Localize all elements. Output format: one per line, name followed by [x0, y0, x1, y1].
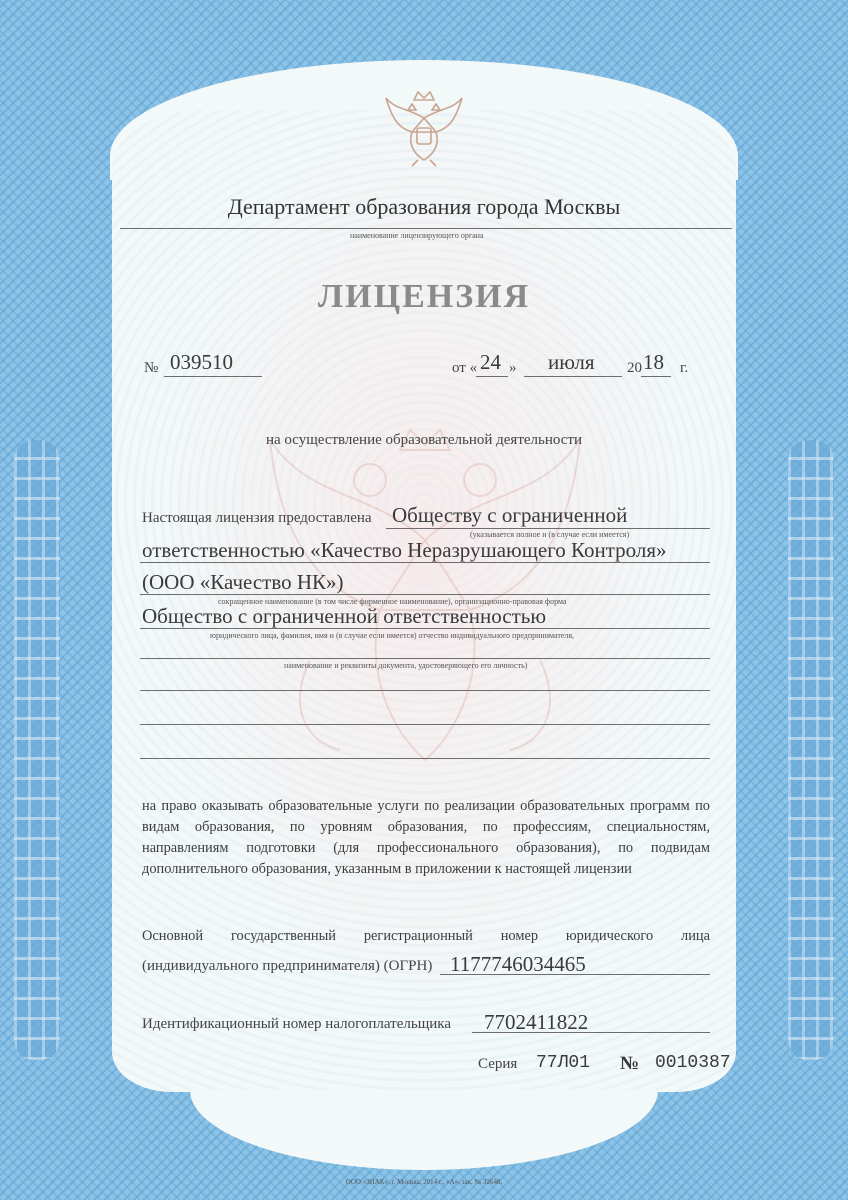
- legal-form-hint: юридического лица, фамилия, имя и (в случае если имеется) отчество индивидуального предпринимателя,: [210, 631, 575, 640]
- blank-line-2: [140, 690, 710, 691]
- licensee-line1: Обществу с ограниченной: [392, 503, 628, 527]
- ogrn-value: 1177746034465: [450, 952, 586, 976]
- blank-number-label: №: [620, 1053, 640, 1074]
- inn-underline: [472, 1032, 710, 1033]
- blank-number-value: 0010387: [655, 1053, 731, 1073]
- series-label: Серия: [478, 1056, 518, 1072]
- coat-of-arms-emblem: [378, 88, 470, 168]
- activity-description: на осуществление образовательной деятельности: [265, 432, 583, 448]
- licensee-line4-underline: [140, 628, 710, 629]
- date-year-label: г.: [680, 360, 689, 376]
- date-year-prefix: 20: [627, 360, 642, 376]
- licensee-line2-underline: [140, 562, 710, 563]
- license-scope-text: на право оказывать образовательные услуги по реализации образовательных программ по видам образования, по уровням образования, по профессиям, специальностям, направлениям подготовки (для профессионального образования), по подвидам дополнительного образования, указанным в приложении к настоящей лицензии: [142, 798, 710, 877]
- blank-line-4: [140, 758, 710, 759]
- inn-value: 7702411822: [484, 1010, 589, 1034]
- date-from-label: от «: [452, 360, 478, 376]
- licensing-authority: Департамент образования города Москвы: [227, 194, 621, 219]
- printer-footer: ООО «ЗНАК», г. Москва, 2014 г., «А», зак. № 32648.: [345, 1178, 503, 1186]
- license-number: 039510: [170, 350, 233, 374]
- document-title: ЛИЦЕНЗИЯ: [317, 278, 531, 315]
- ogrn-underline: [440, 974, 710, 975]
- date-day-close: »: [509, 360, 517, 376]
- authority-underline: [120, 228, 732, 229]
- left-knot-ornament: [14, 440, 60, 1060]
- date-year-suffix: 18: [643, 350, 664, 374]
- blank-line-3: [140, 724, 710, 725]
- license-number-label: №: [144, 360, 159, 376]
- licensee-line3-underline: [140, 594, 710, 595]
- series-value: 77Л01: [536, 1053, 591, 1073]
- date-day: 24: [480, 350, 501, 374]
- inn-label: Идентификационный номер налогоплательщика: [142, 1016, 452, 1032]
- licensee-line4: Общество с ограниченной ответственностью: [142, 604, 547, 628]
- short-name-hint: сокращенное наименование (в том числе фирменное наименование), организационно-правовая форма: [218, 597, 567, 606]
- licensee-line3: (ООО «Качество НК»): [142, 570, 344, 594]
- ogrn-label-line2: (индивидуального предпринимателя) (ОГРН): [142, 958, 433, 974]
- date-month: июля: [548, 350, 595, 374]
- authority-hint: наименование лицензирующего органа: [350, 231, 484, 240]
- right-knot-ornament: [788, 440, 834, 1060]
- id-doc-hint: наименование и реквизиты документа, удостоверяющего его личность): [284, 661, 528, 670]
- granted-to-label: Настоящая лицензия предоставлена: [142, 510, 372, 526]
- ogrn-label-line1: Основной государственный регистрационный номер юридического лица: [142, 928, 710, 944]
- license-number-underline: [164, 376, 262, 377]
- licensee-line2: ответственностью «Качество Неразрушающего Контроля»: [142, 538, 667, 562]
- date-day-underline: [476, 376, 508, 377]
- date-month-underline: [524, 376, 622, 377]
- date-year-underline: [641, 376, 671, 377]
- licensee-line1-underline: [386, 528, 710, 529]
- full-name-hint: (указывается полное и (в случае если имеется): [470, 530, 630, 539]
- blank-line-1: [140, 658, 710, 659]
